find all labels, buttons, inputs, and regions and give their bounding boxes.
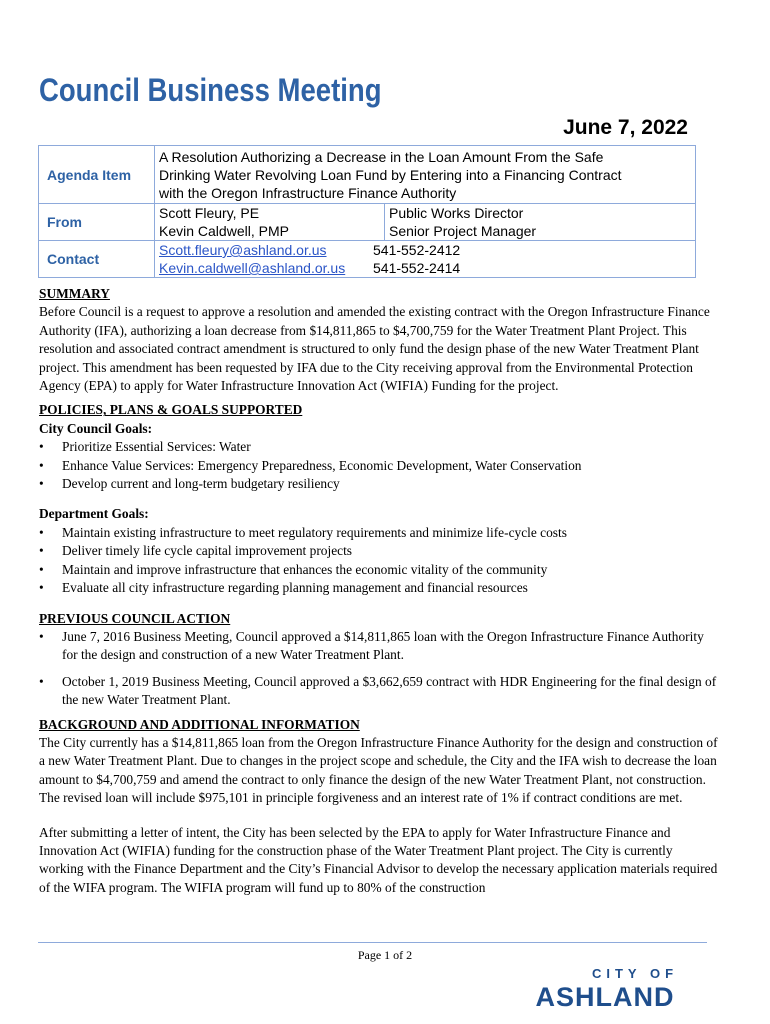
list-item: • Evaluate all city infrastructure regarding planning management and financial resources xyxy=(39,579,719,597)
agenda-row xyxy=(39,146,696,204)
agenda-info-table xyxy=(38,145,696,278)
from-label: From xyxy=(39,204,155,241)
list-item: • Develop current and long-term budgetary resiliency xyxy=(39,475,719,493)
agenda-line: Drinking Water Revolving Loan Fund by Entering into a Financing Contract xyxy=(159,167,622,183)
from-names xyxy=(155,204,385,241)
list-item: • October 1, 2019 Business Meeting, Council approved a $3,662,659 contract with HDR Engineering for the final design of the new Water Treatment Plant. xyxy=(39,673,719,710)
council-goals-heading: City Council Goals: xyxy=(39,420,153,436)
list-item: • Deliver timely life cycle capital improvement projects xyxy=(39,542,719,560)
city-of-ashland-logo xyxy=(505,962,705,1012)
contact-line xyxy=(159,241,691,259)
agenda-line: with the Oregon Infrastructure Finance Authority xyxy=(159,185,457,201)
logo-ashland-text: ASHLAND xyxy=(535,982,675,1012)
from-name: Scott Fleury, PE xyxy=(159,205,260,221)
previous-action-list xyxy=(39,628,719,710)
document-body xyxy=(39,285,719,897)
from-name: Kevin Caldwell, PMP xyxy=(159,223,289,239)
list-item: • Prioritize Essential Services: Water xyxy=(39,438,719,456)
contact-row xyxy=(39,241,696,278)
from-title: Senior Project Manager xyxy=(389,223,537,239)
agenda-item-text xyxy=(155,146,696,204)
footer-divider xyxy=(38,942,707,943)
from-title: Public Works Director xyxy=(389,205,524,221)
council-goals-list xyxy=(39,438,719,493)
list-item: • June 7, 2016 Business Meeting, Council approved a $14,811,865 loan with the Oregon Infrastructure Finance Authority for the design and construction of a new Water Treatment Plant. xyxy=(39,628,719,665)
summary-text: Before Council is a request to approve a resolution and amended the existing contract with the Oregon Infrastructure Finance Authority (IFA), authorizing a loan decrease from $14,811,865 to $4,700,759 for the Water Treatment Plant Project. This resolution and associated contract amendment is structured to only fund the design phase of the new Water Treatment Plant project. This amendment has been requested by IFA due to the City receiving approval from the Environmental Protection Agency (EPA) to apply for Water Infrastructure Innovation Act (WIFIA) Funding for the project. xyxy=(39,304,710,394)
department-goals-heading: Department Goals: xyxy=(39,506,149,522)
background-heading: BACKGROUND AND ADDITIONAL INFORMATION xyxy=(39,716,360,732)
list-item: • Maintain and improve infrastructure that enhances the economic vitality of the community xyxy=(39,561,719,579)
from-row xyxy=(39,204,696,241)
background-paragraph: The City currently has a $14,811,865 loan from the Oregon Infrastructure Finance Authority for the design and construction of a new Water Treatment Plant. Due to changes in the project scope and schedule, the City and the IFA wish to decrease the loan amount to $4,700,759 and amend the contract to only finance the design of the new Water Treatment Plant, not construction. The revised loan will include $975,101 in principle forgiveness and an interest rate of 1% if contract conditions are met. xyxy=(39,734,718,806)
previous-action-heading: PREVIOUS COUNCIL ACTION xyxy=(39,610,231,626)
phone-number: 541-552-2414 xyxy=(373,260,461,276)
contact-line xyxy=(159,259,691,277)
list-item: • Enhance Value Services: Emergency Preparedness, Economic Development, Water Conservation xyxy=(39,457,719,475)
agenda-line: A Resolution Authorizing a Decrease in the Loan Amount From the Safe xyxy=(159,149,604,165)
policies-heading: POLICIES, PLANS & GOALS SUPPORTED xyxy=(39,402,303,418)
page-title: Council Business Meeting xyxy=(39,72,382,108)
agenda-item-label: Agenda Item xyxy=(39,146,155,204)
phone-number: 541-552-2412 xyxy=(373,242,461,258)
contact-label: Contact xyxy=(39,241,155,278)
email-link[interactable]: Kevin.caldwell@ashland.or.us xyxy=(159,260,346,276)
email-link[interactable]: Scott.fleury@ashland.or.us xyxy=(159,242,327,258)
from-titles xyxy=(385,204,696,241)
background-paragraph: After submitting a letter of intent, the City has been selected by the EPA to apply for Water Infrastructure Finance and Innovation Act (WIFIA) funding for the construction phase of the Water Treatment Plant project. The City is currently working with the Finance Department and the City’s Financial Advisor to develop the necessary application materials required of the WIFA program. The WIFIA program will fund up to 80% of the construction xyxy=(39,824,718,895)
meeting-date: June 7, 2022 xyxy=(563,116,688,139)
contact-details xyxy=(155,241,696,278)
summary-heading: SUMMARY xyxy=(39,286,110,301)
department-goals-list xyxy=(39,524,719,598)
logo-city-of-text: CITY OF xyxy=(591,966,679,981)
page-number: Page 1 of 2 xyxy=(357,948,413,962)
list-item: • Maintain existing infrastructure to meet regulatory requirements and minimize life-cycle costs xyxy=(39,524,719,542)
